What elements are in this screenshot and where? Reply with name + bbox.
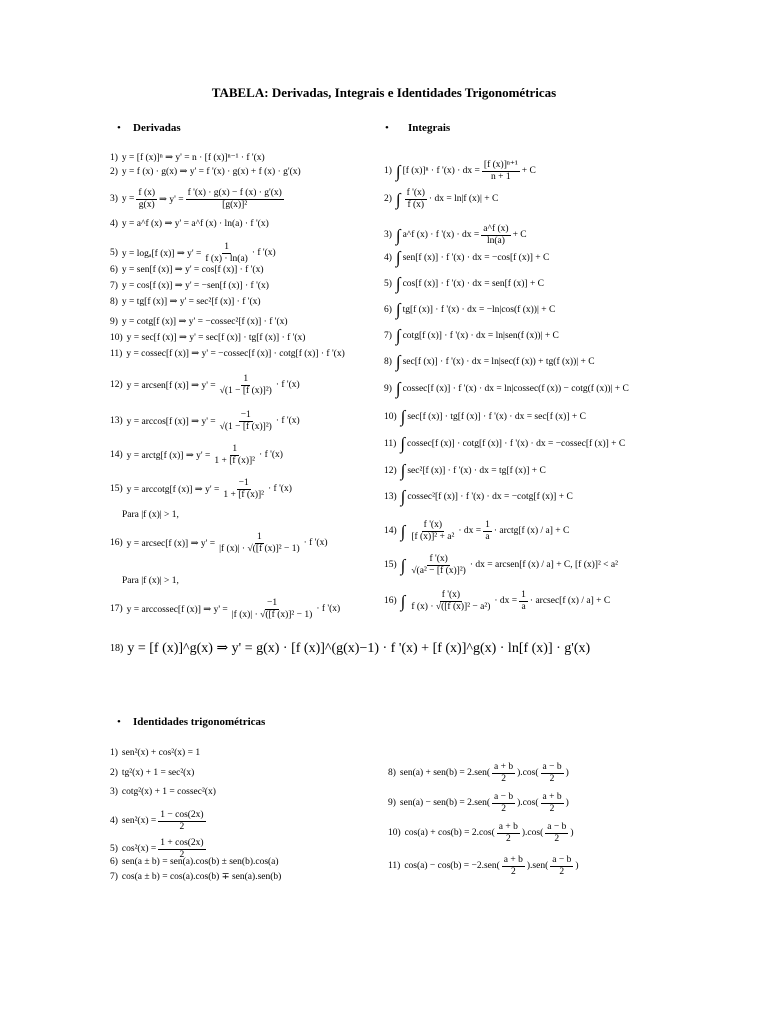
formula-number: 17): [110, 604, 123, 615]
formula-text: cos(a) − cos(b) = −2.sen(: [404, 861, 500, 872]
formula-text: ): [570, 828, 574, 839]
condition-text: Para |f (x)| > 1,: [122, 510, 179, 520]
formula-text: tg[f (x)] · f '(x) · dx = −ln|cos(f (x))| + C: [402, 304, 556, 315]
integral-sign: ∫: [400, 555, 406, 575]
identidades-formula-9: [388, 792, 569, 815]
fraction: [405, 188, 427, 211]
derivadas-formula-16: [110, 532, 328, 555]
formula-number: 14): [110, 450, 123, 461]
formula-number: 4): [110, 218, 118, 229]
numerator: 1: [232, 444, 238, 454]
section-heading-derivadas: Derivadas: [133, 122, 181, 134]
formula-number: 10): [388, 828, 401, 839]
fraction: [186, 188, 284, 211]
formula-text: cossec[f (x)] · f '(x) · dx = ln|cossec(f (x)) − cotg(f (x))| + C: [402, 383, 629, 394]
integral-sign: ∫: [395, 379, 401, 398]
formula-number: 8): [110, 296, 118, 307]
derivadas-formula-15: [110, 478, 292, 501]
formula-number: 3): [384, 230, 392, 241]
page-title: TABELA: Derivadas, Integrais e Identidades Trigonométricas: [211, 85, 557, 100]
denominator: √(1 − [f (x)]²): [219, 421, 272, 432]
formula-text: + C: [521, 166, 536, 177]
fraction: [482, 160, 520, 183]
integral-sign: ∫: [400, 407, 406, 426]
numerator: −1: [240, 410, 251, 420]
formula-text: · f '(x): [259, 450, 283, 461]
formula-number: 7): [384, 330, 392, 341]
integrais-formula-4: [384, 249, 549, 266]
formula-text: ): [575, 861, 579, 872]
integral-sign: ∫: [400, 461, 406, 480]
formula-number: 3): [110, 194, 118, 205]
formula-text: · arctg[f (x) / a] + C: [493, 526, 570, 537]
formula-number: 15): [384, 560, 397, 571]
fraction: [545, 822, 568, 845]
formula-text: · dx =: [458, 526, 482, 537]
formula-text: y = arccotg[f (x)] ⇒ y' =: [126, 484, 220, 495]
formula-number: 16): [384, 596, 397, 607]
integrais-formula-3: [384, 224, 527, 247]
derivadas-formula-13: [110, 410, 300, 433]
formula-number: 5): [110, 844, 118, 855]
formula-text: y = f (x) · g(x) ⇒ y' = f '(x) · g(x) + f (x) · g'(x): [121, 167, 301, 177]
formula-text: sec[f (x)] · f '(x) · dx = ln|sec(f (x)) + tg(f (x))| + C: [402, 356, 595, 367]
denominator: √(1 − [f (x)]²): [219, 385, 272, 396]
fraction: [481, 224, 510, 247]
denominator: |f (x)| · √([f (x)]² − 1): [219, 543, 300, 554]
numerator: [f (x)]ⁿ⁺¹: [483, 160, 518, 170]
formula-text: y = arccos[f (x)] ⇒ y' =: [126, 416, 216, 427]
formula-number: 12): [110, 380, 123, 391]
fraction: [519, 590, 528, 613]
section-heading-identidades: Identidades trigonométricas: [133, 716, 266, 728]
fraction: [409, 554, 468, 577]
numerator: 1: [257, 532, 262, 542]
formula-number: 4): [110, 816, 118, 827]
formula-text: sen(a) − sen(b) = 2.sen(: [399, 798, 491, 809]
numerator: a − b: [547, 822, 567, 832]
derivadas-formula-7: [110, 280, 269, 291]
formula-number: 10): [384, 411, 397, 422]
integral-sign: ∫: [395, 274, 401, 293]
formula-text: · f '(x): [275, 416, 300, 427]
integral-sign: ∫: [400, 521, 406, 541]
identidades-formula-1: [110, 748, 200, 758]
derivadas-formula-6: [110, 264, 264, 275]
formula-text: sen(a ± b) = sen(a).cos(b) ± sen(b).cos(a): [121, 857, 279, 867]
formula-number: 1): [110, 152, 118, 163]
denominator: 2: [554, 833, 560, 844]
integral-sign: ∫: [395, 161, 401, 181]
integrais-formula-9: [384, 380, 629, 397]
formula-text: sen(a) + sen(b) = 2.sen(: [399, 768, 491, 779]
integrais-formula-1: [384, 160, 536, 183]
denominator: 2: [179, 821, 185, 832]
identidades-formula-6: [110, 857, 279, 867]
formula-text: ).cos(: [517, 798, 539, 809]
numerator: f '(x) · g(x) − f (x) · g'(x): [187, 188, 282, 198]
formula-number: 15): [110, 484, 123, 495]
formula-text: y = arcsen[f (x)] ⇒ y' =: [126, 380, 216, 391]
derivadas-formula-14: [110, 444, 283, 467]
integral-sign: ∫: [400, 591, 406, 611]
denominator: 2: [559, 866, 565, 877]
derivadas-formula-9: [110, 316, 288, 327]
fraction: [221, 478, 266, 501]
numerator: a + b: [494, 762, 514, 772]
formula-number: 2): [110, 768, 118, 778]
numerator: f (x): [138, 188, 156, 198]
formula-text: cossec²[f (x)] · f '(x) · dx = −cotg[f (x)] + C: [407, 491, 573, 502]
formula-text: ⇒ y' =: [159, 194, 184, 205]
formula-number: 9): [110, 316, 118, 327]
formula-text: a^f (x) · f '(x) · dx =: [402, 230, 480, 241]
denominator: n + 1: [491, 171, 511, 182]
integrais-formula-15: [384, 554, 618, 577]
fraction: [218, 410, 274, 433]
formula-number: 5): [110, 248, 118, 259]
formula-number: 2): [110, 166, 118, 177]
integrais-formula-12: [384, 462, 546, 479]
integrais-formula-14: [384, 520, 569, 543]
formula-text: y = arcsec[f (x)] ⇒ y' =: [126, 538, 216, 549]
denominator: [f (x)]² + a²: [411, 531, 455, 542]
formula-number: 7): [110, 871, 118, 882]
bullet-derivadas: •: [117, 122, 121, 134]
derivadas-formula-2: [110, 166, 301, 177]
formula-text: · f '(x): [275, 380, 300, 391]
denominator: ln(a): [486, 235, 505, 246]
numerator: −1: [238, 478, 249, 488]
derivadas-formula-11: [110, 348, 345, 359]
fraction: [541, 792, 564, 815]
formula-text: y = tg[f (x)] ⇒ y' = sec²[f (x)] · f '(x): [121, 297, 261, 307]
integral-sign: ∫: [395, 248, 401, 267]
denominator: 2: [549, 803, 555, 814]
derivadas-formula-18: [110, 640, 590, 657]
numerator: a − b: [494, 792, 514, 802]
denominator: 2: [501, 773, 506, 784]
denominator: 2: [505, 833, 511, 844]
formula-text: y = sen[f (x)] ⇒ y' = cos[f (x)] · f '(x): [121, 265, 264, 275]
formula-number: 6): [384, 304, 392, 315]
formula-text: · dx = arcsen[f (x) / a] + C, [f (x)]² < a²: [469, 560, 618, 571]
formula-number: 2): [384, 194, 392, 205]
formula-text: y = a^f (x) ⇒ y' = a^f (x) · ln(a) · f '(x): [121, 219, 269, 229]
formula-text: cos²(x) =: [121, 844, 157, 855]
section-heading-integrais: Integrais: [408, 122, 451, 134]
formula-number: 13): [384, 491, 397, 502]
fraction: [502, 855, 525, 878]
formula-number: 13): [110, 416, 123, 427]
bullet-integrais: •: [385, 122, 389, 134]
formula-text: sen²(x) + cos²(x) = 1: [121, 748, 201, 758]
identidades-formula-10: [388, 822, 574, 845]
denominator: f (x) · ln(a): [205, 253, 248, 264]
formula-text: cos[f (x)] · f '(x) · dx = sen[f (x)] + C: [402, 278, 545, 289]
numerator: −1: [266, 598, 278, 608]
formula-text: tg²(x) + 1 = sec²(x): [121, 768, 195, 778]
derivadas-formula-8: [110, 296, 261, 307]
fraction: [136, 188, 157, 211]
denominator: |f (x)| · √([f (x)]² − 1): [231, 609, 313, 620]
formula-number: 1): [110, 748, 118, 758]
identidades-formula-7: [110, 871, 281, 882]
denominator: 2: [501, 803, 506, 814]
identidades-formula-3: [110, 787, 216, 797]
formula-number: 1): [384, 166, 392, 177]
numerator: f '(x): [406, 188, 425, 198]
formula-text: cotg²(x) + 1 = cossec²(x): [121, 787, 216, 797]
denominator: f (x) · √([f (x)]² − a²): [411, 601, 491, 612]
derivadas-formula-4: [110, 218, 269, 229]
denominator: a: [485, 531, 490, 542]
derivadas-formula-3: [110, 188, 286, 211]
numerator: 1: [485, 520, 490, 530]
formula-text: sec²[f (x)] · f '(x) · dx = tg[f (x)] + C: [407, 465, 546, 476]
numerator: f '(x): [429, 554, 448, 564]
fraction: [230, 598, 315, 621]
identidades-formula-4: [110, 810, 208, 833]
integral-sign: ∫: [395, 225, 401, 245]
denominator: 1 + [f (x)]²: [214, 455, 256, 466]
formula-number: 8): [388, 768, 396, 779]
integrais-formula-13: [384, 488, 573, 505]
formula-text: y = arctg[f (x)] ⇒ y' =: [126, 450, 211, 461]
formula-text: · f '(x): [251, 248, 276, 259]
formula-text: ): [565, 798, 569, 809]
formula-text: ): [565, 768, 569, 779]
denominator: 2: [510, 866, 516, 877]
formula-number: 14): [384, 526, 397, 537]
derivadas-formula-5: [110, 242, 276, 265]
derivadas-formula-17: [110, 598, 340, 621]
fraction: [541, 762, 564, 785]
integrais-formula-5: [384, 275, 544, 292]
fraction: [483, 520, 492, 543]
formula-text: ).cos(: [521, 828, 544, 839]
formula-text: ).cos(: [517, 768, 539, 779]
derivadas-formula-10: [110, 332, 305, 343]
formula-number: 5): [384, 278, 392, 289]
formula-text: y = [f (x)]ⁿ ⇒ y' = n · [f (x)]ⁿ⁻¹ · f '(x): [121, 153, 265, 163]
numerator: 1: [224, 242, 229, 252]
integrais-formula-8: [384, 353, 595, 370]
formula-text: sen²(x) =: [121, 816, 157, 827]
formula-number: 12): [384, 465, 397, 476]
numerator: a + b: [498, 822, 518, 832]
denominator: g(x): [138, 199, 155, 210]
numerator: a + b: [542, 792, 562, 802]
formula-number: 11): [388, 861, 401, 872]
numerator: a − b: [552, 855, 572, 865]
numerator: f '(x): [423, 520, 442, 530]
formula-text: cotg[f (x)] · f '(x) · dx = ln|sen(f (x))| + C: [402, 330, 559, 341]
formula-number: 11): [110, 348, 123, 359]
integral-sign: ∫: [395, 352, 401, 371]
formula-number: 6): [110, 857, 118, 867]
formula-text: y = cotg[f (x)] ⇒ y' = −cossec²[f (x)] · f '(x): [121, 317, 288, 327]
formula-number: 9): [384, 383, 392, 394]
integral-sign: ∫: [395, 189, 401, 209]
bullet-identidades: •: [117, 716, 121, 728]
identidades-formula-2: [110, 768, 194, 778]
formula-number: 4): [384, 252, 392, 263]
identidades-formula-8: [388, 762, 569, 785]
formula-text: · f '(x): [303, 538, 328, 549]
condition-text: Para |f (x)| > 1,: [122, 576, 179, 586]
formula-text: y = [f (x)]^g(x) ⇒ y' = g(x) · [f (x)]^(g(x)−1) · f '(x) + [f (x)]^g(x) · ln[f (x)] · g'(x): [127, 641, 591, 656]
denominator: 1 + [f (x)]²: [223, 489, 264, 500]
numerator: 1: [521, 590, 526, 600]
formula-text: + C: [512, 230, 527, 241]
integral-sign: ∫: [395, 326, 401, 345]
formula-text: · f '(x): [316, 604, 341, 615]
denominator: 2: [179, 849, 185, 860]
formula-text: ).sen(: [526, 861, 549, 872]
formula-number: 7): [110, 280, 118, 291]
identidades-formula-11: [388, 855, 579, 878]
formula-number: 3): [110, 787, 118, 797]
numerator: 1 − cos(2x): [160, 810, 204, 820]
formula-number: 18): [110, 643, 124, 654]
formula-text: [f (x)]ⁿ · f '(x) · dx =: [402, 166, 480, 177]
formula-number: 16): [110, 538, 123, 549]
formula-text: · f '(x): [268, 484, 292, 495]
formula-text: y = arccossec[f (x)] ⇒ y' =: [126, 604, 228, 615]
denominator: a: [521, 601, 526, 612]
integrais-formula-10: [384, 408, 586, 425]
fraction: [492, 762, 515, 785]
integral-sign: ∫: [400, 487, 406, 506]
formula-number: 11): [384, 438, 397, 449]
formula-text: cos(a) + cos(b) = 2.cos(: [404, 828, 495, 839]
formula-number: 8): [384, 356, 392, 367]
formula-text: sec[f (x)] · tg[f (x)] · f '(x) · dx = sec[f (x)] + C: [407, 411, 586, 422]
fraction: [158, 810, 205, 833]
integrais-formula-7: [384, 327, 559, 344]
denominator: √(a² − [f (x)]²): [411, 565, 466, 576]
formula-text: y = sec[f (x)] ⇒ y' = sec[f (x)] · tg[f (x)] · f '(x): [126, 333, 306, 343]
formula-number: 10): [110, 332, 123, 343]
integrais-formula-6: [384, 301, 555, 318]
fraction: [409, 520, 456, 543]
formula-text: cos(a ± b) = cos(a).cos(b) ∓ sen(a).sen(b): [121, 872, 282, 882]
denominator: 2: [549, 773, 555, 784]
derivadas-formula-1: [110, 152, 265, 163]
formula-text: · arcsec[f (x) / a] + C: [529, 596, 611, 607]
formula-text: y =: [121, 194, 135, 205]
formula-text: · dx = ln|f (x)| + C: [428, 194, 499, 205]
formula-text: y = logₐ[f (x)] ⇒ y' =: [121, 248, 202, 259]
fraction: [550, 855, 573, 878]
fraction: [497, 822, 520, 845]
formula-text: y = cos[f (x)] ⇒ y' = −sen[f (x)] · f '(x): [121, 281, 269, 291]
fraction: [218, 374, 274, 397]
formula-number: 9): [388, 798, 396, 809]
formula-text: y = cossec[f (x)] ⇒ y' = −cossec[f (x)] · cotg[f (x)] · f '(x): [126, 349, 345, 359]
denominator: [g(x)]²: [222, 199, 248, 210]
formula-text: cossec[f (x)] · cotg[f (x)] · f '(x) · dx = −cossec[f (x)] + C: [406, 438, 626, 449]
integrais-formula-11: [384, 435, 625, 452]
numerator: a + b: [503, 855, 523, 865]
denominator: f (x): [407, 199, 425, 210]
fraction: [217, 532, 302, 555]
formula-text: sen[f (x)] · f '(x) · dx = −cos[f (x)] + C: [402, 252, 550, 263]
numerator: f '(x): [441, 590, 461, 600]
integrais-formula-2: [384, 188, 498, 211]
fraction: [492, 792, 515, 815]
formula-number: 6): [110, 264, 118, 275]
derivadas-formula-12: [110, 374, 300, 397]
fraction: [203, 242, 249, 265]
fraction: [409, 590, 492, 613]
fraction: [212, 444, 257, 467]
numerator: 1: [243, 374, 249, 384]
integral-sign: ∫: [395, 300, 401, 319]
numerator: 1 + cos(2x): [160, 838, 204, 848]
integrais-formula-16: [384, 590, 610, 613]
integral-sign: ∫: [400, 434, 405, 453]
formula-text: · dx =: [494, 596, 518, 607]
numerator: a − b: [542, 762, 562, 772]
numerator: a^f (x): [483, 224, 509, 234]
